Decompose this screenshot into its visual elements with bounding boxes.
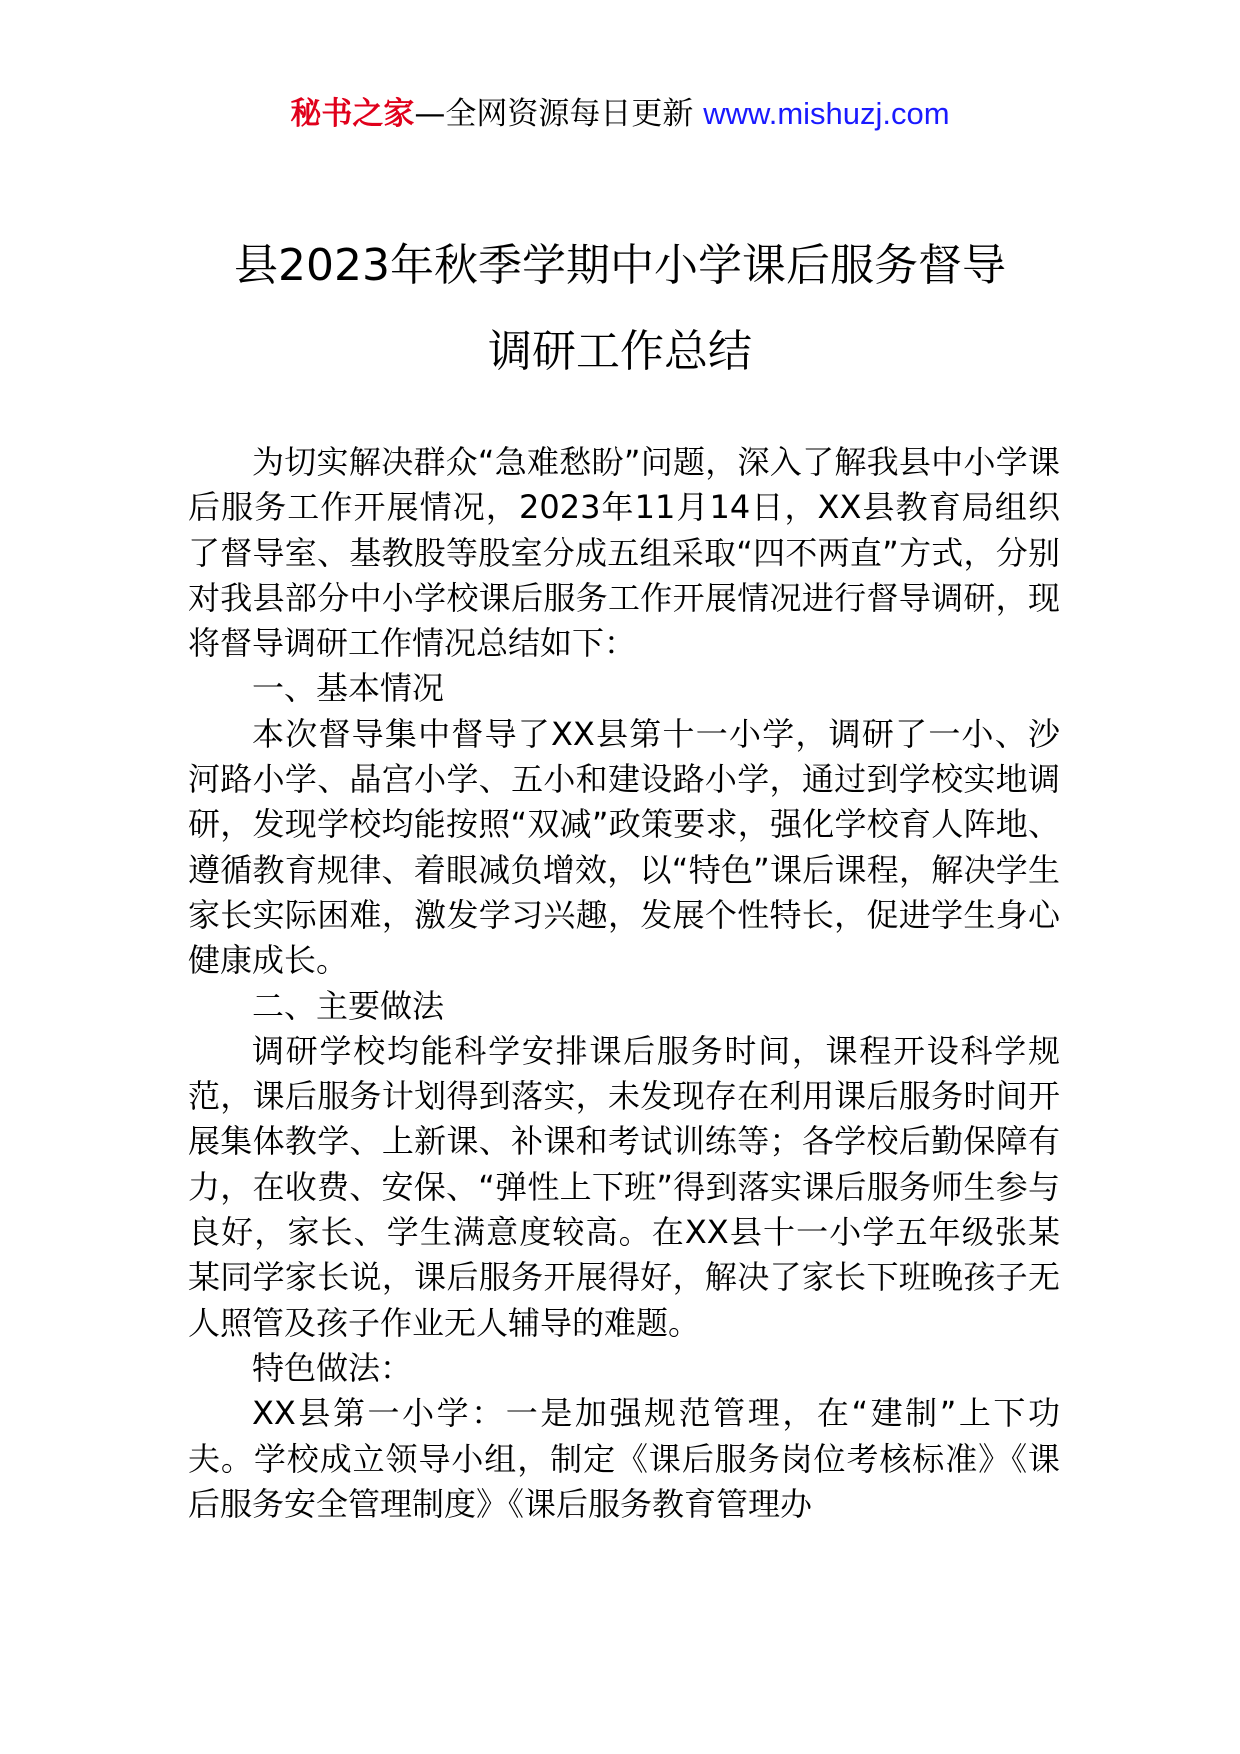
document-body: [188, 440, 1060, 1527]
paragraph-school-one: XX县第一小学：一是加强规范管理，在“建制”上下功夫。学校成立领导小组，制定《课后服务岗位考核标准》《课后服务安全管理制度》《课后服务教育管理办: [188, 1394, 1060, 1523]
site-url-link[interactable]: www.mishuzj.com: [703, 96, 950, 131]
document-title-line-2: 调研工作总结: [488, 326, 752, 377]
section-heading-methods: 二、主要做法: [252, 986, 445, 1025]
section-heading-basic: 一、基本情况: [252, 669, 445, 708]
site-header: [0, 92, 1240, 136]
subheading-features: 特色做法：: [252, 1348, 413, 1387]
paragraph-intro: 为切实解决群众“急难愁盼”问题，深入了解我县中小学课后服务工作开展情况，2023年11月14日，XX县教育局组织了督导室、基教股等股室分成五组采取“四不两直”方式，分别对我县部分中小学校课后服务工作开展情况进行督导调研，现将督导调研工作情况总结如下：: [188, 443, 1060, 663]
site-brand: 秘书之家: [290, 96, 415, 132]
site-slogan: —全网资源每日更新: [414, 96, 694, 132]
paragraph-methods: 调研学校均能科学安排课后服务时间，课程开设科学规范，课后服务计划得到落实，未发现存在利用课后服务时间开展集体教学、上新课、补课和考试训练等；各学校后勤保障有力，在收费、安保、“弹性上下班”得到落实课后服务师生参与良好，家长、学生满意度较高。在XX县十一小学五年级张某某同学家长说，课后服务开展得好，解决了家长下班晚孩子无人照管及孩子作业无人辅导的难题。: [188, 1031, 1060, 1342]
paragraph-basic: 本次督导集中督导了XX县第十一小学，调研了一小、沙河路小学、晶宫小学、五小和建设路小学，通过到学校实地调研，发现学校均能按照“双减”政策要求，强化学校育人阵地、遵循教育规律、着眼减负增效，以“特色”课后课程，解决学生家长实际困难，激发学习兴趣，发展个性特长，促进学生身心健康成长。: [188, 714, 1060, 980]
document-title-line-1: 县2023年秋季学期中小学课后服务督导: [234, 240, 1006, 291]
